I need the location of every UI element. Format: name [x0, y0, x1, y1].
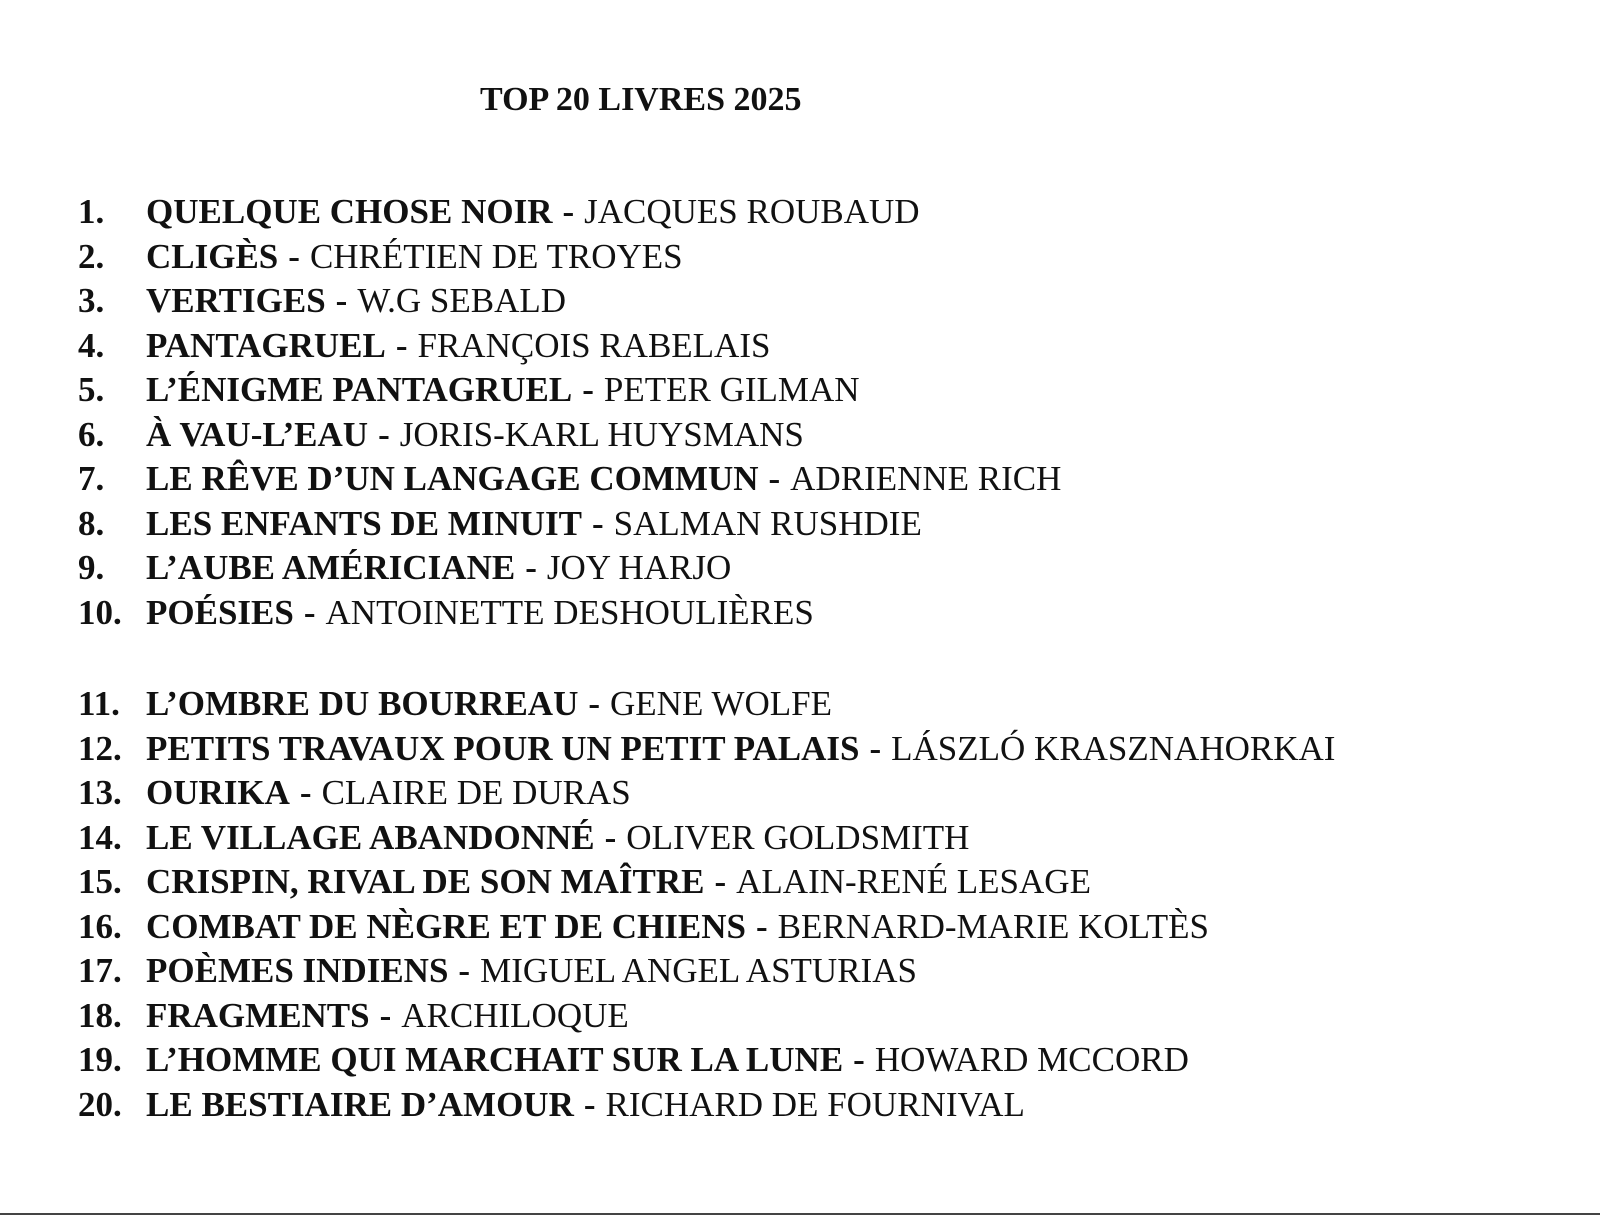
- separator: -: [582, 370, 594, 409]
- book-title: L’AUBE AMÉRICIANE: [146, 548, 516, 587]
- separator: -: [525, 548, 537, 587]
- list-item: [78, 818, 1335, 863]
- separator: -: [583, 1084, 596, 1124]
- separator: -: [853, 1040, 865, 1079]
- separator: -: [591, 503, 604, 543]
- book-title: À VAU-L’EAU: [146, 414, 369, 454]
- item-number: 15.: [78, 862, 122, 901]
- list-item: [78, 862, 1335, 907]
- list-item: [78, 684, 1335, 729]
- book-author: GENE WOLFE: [610, 684, 832, 723]
- book-author: PETER GILMAN: [603, 370, 860, 409]
- item-number: 5.: [78, 370, 105, 409]
- item-number: 10.: [78, 592, 122, 632]
- book-title: LE VILLAGE ABANDONNÉ: [146, 817, 595, 857]
- item-number: 8.: [78, 503, 105, 543]
- book-author: CLAIRE DE DURAS: [321, 773, 631, 812]
- book-author: BERNARD-MARIE KOLTÈS: [777, 906, 1210, 946]
- book-author: SALMAN RUSHDIE: [613, 503, 922, 543]
- book-author: CHRÉTIEN DE TROYES: [309, 236, 683, 276]
- list-item: [78, 415, 1335, 460]
- book-author: JOY HARJO: [546, 548, 732, 587]
- list-item: [78, 773, 1335, 818]
- list-item: [78, 237, 1335, 282]
- bottom-divider: [0, 1213, 1600, 1215]
- separator: -: [458, 951, 471, 990]
- separator: -: [395, 325, 408, 365]
- list-item: [78, 907, 1335, 952]
- book-author: ANTOINETTE DESHOULIÈRES: [325, 592, 814, 632]
- book-author: W.G SEBALD: [357, 281, 567, 320]
- item-number: 12.: [78, 728, 122, 768]
- separator: -: [303, 592, 316, 632]
- list-item: [78, 459, 1335, 504]
- book-author: ALAIN-RENÉ LESAGE: [736, 862, 1091, 901]
- item-number: 6.: [78, 414, 105, 454]
- book-author: LÁSZLÓ KRASZNAHORKAI: [891, 728, 1336, 768]
- separator: -: [562, 192, 575, 231]
- book-title: PANTAGRUEL: [146, 325, 386, 365]
- book-author: MIGUEL ANGEL ASTURIAS: [480, 951, 917, 990]
- book-title: LE RÊVE D’UN LANGAGE COMMUN: [146, 459, 759, 498]
- book-author: HOWARD MCCORD: [874, 1040, 1189, 1079]
- item-number: 16.: [78, 906, 122, 946]
- book-author: RICHARD DE FOURNIVAL: [605, 1084, 1025, 1124]
- book-author: JORIS-KARL HUYSMANS: [399, 414, 804, 454]
- list-item: [78, 996, 1335, 1041]
- book-title: VERTIGES: [146, 281, 326, 320]
- item-number: 3.: [78, 281, 105, 320]
- list-item: [78, 1085, 1335, 1130]
- book-title: L’ÉNIGME PANTAGRUEL: [146, 370, 573, 409]
- book-title: QUELQUE CHOSE NOIR: [146, 192, 553, 231]
- book-author: ARCHILOQUE: [401, 995, 629, 1035]
- item-number: 13.: [78, 773, 122, 812]
- item-number: 7.: [78, 459, 105, 498]
- separator: -: [379, 995, 392, 1035]
- book-title: COMBAT DE NÈGRE ET DE CHIENS: [146, 906, 746, 946]
- item-number: 19.: [78, 1040, 122, 1079]
- book-title: L’HOMME QUI MARCHAIT SUR LA LUNE: [146, 1040, 844, 1079]
- list-item: [78, 548, 1335, 593]
- item-number: 14.: [78, 817, 122, 857]
- book-title: LES ENFANTS DE MINUIT: [146, 503, 582, 543]
- list-item: [78, 593, 1335, 638]
- separator: -: [378, 414, 390, 454]
- separator: -: [714, 862, 727, 901]
- item-number: 20.: [78, 1084, 122, 1124]
- book-title: OURIKA: [146, 773, 290, 812]
- book-author: JACQUES ROUBAUD: [584, 192, 920, 231]
- book-title: CLIGÈS: [146, 236, 279, 276]
- book-title: POÉSIES: [146, 592, 294, 632]
- book-title: CRISPIN, RIVAL DE SON MAÎTRE: [146, 862, 705, 901]
- separator: -: [588, 684, 601, 723]
- book-author: ADRIENNE RICH: [790, 459, 1062, 498]
- list-item: [78, 729, 1335, 774]
- item-number: 2.: [78, 236, 105, 276]
- book-list: [78, 192, 1335, 1129]
- item-number: 4.: [78, 325, 105, 365]
- item-number: 1.: [78, 192, 105, 231]
- separator: -: [768, 459, 781, 498]
- item-number: 11.: [78, 684, 120, 723]
- separator: -: [869, 728, 882, 768]
- list-item: [78, 192, 1335, 237]
- book-title: L’OMBRE DU BOURREAU: [146, 684, 579, 723]
- book-author: OLIVER GOLDSMITH: [626, 817, 970, 857]
- separator: -: [756, 906, 768, 946]
- page-title: TOP 20 LIVRES 2025: [480, 80, 802, 118]
- item-number: 18.: [78, 995, 122, 1035]
- list-item: [78, 326, 1335, 371]
- book-title: FRAGMENTS: [146, 995, 370, 1035]
- separator: -: [335, 281, 348, 320]
- item-number: 9.: [78, 548, 105, 587]
- book-title: POÈMES INDIENS: [146, 951, 449, 990]
- separator: -: [604, 817, 617, 857]
- list-item: [78, 951, 1335, 996]
- separator: -: [299, 773, 312, 812]
- book-title: PETITS TRAVAUX POUR UN PETIT PALAIS: [146, 728, 860, 768]
- list-item: [78, 370, 1335, 415]
- list-item: [78, 281, 1335, 326]
- book-title: LE BESTIAIRE D’AMOUR: [146, 1084, 574, 1124]
- separator: -: [288, 236, 300, 276]
- list-item: [78, 504, 1335, 549]
- item-number: 17.: [78, 951, 122, 990]
- list-item: [78, 1040, 1335, 1085]
- book-author: FRANÇOIS RABELAIS: [417, 325, 771, 365]
